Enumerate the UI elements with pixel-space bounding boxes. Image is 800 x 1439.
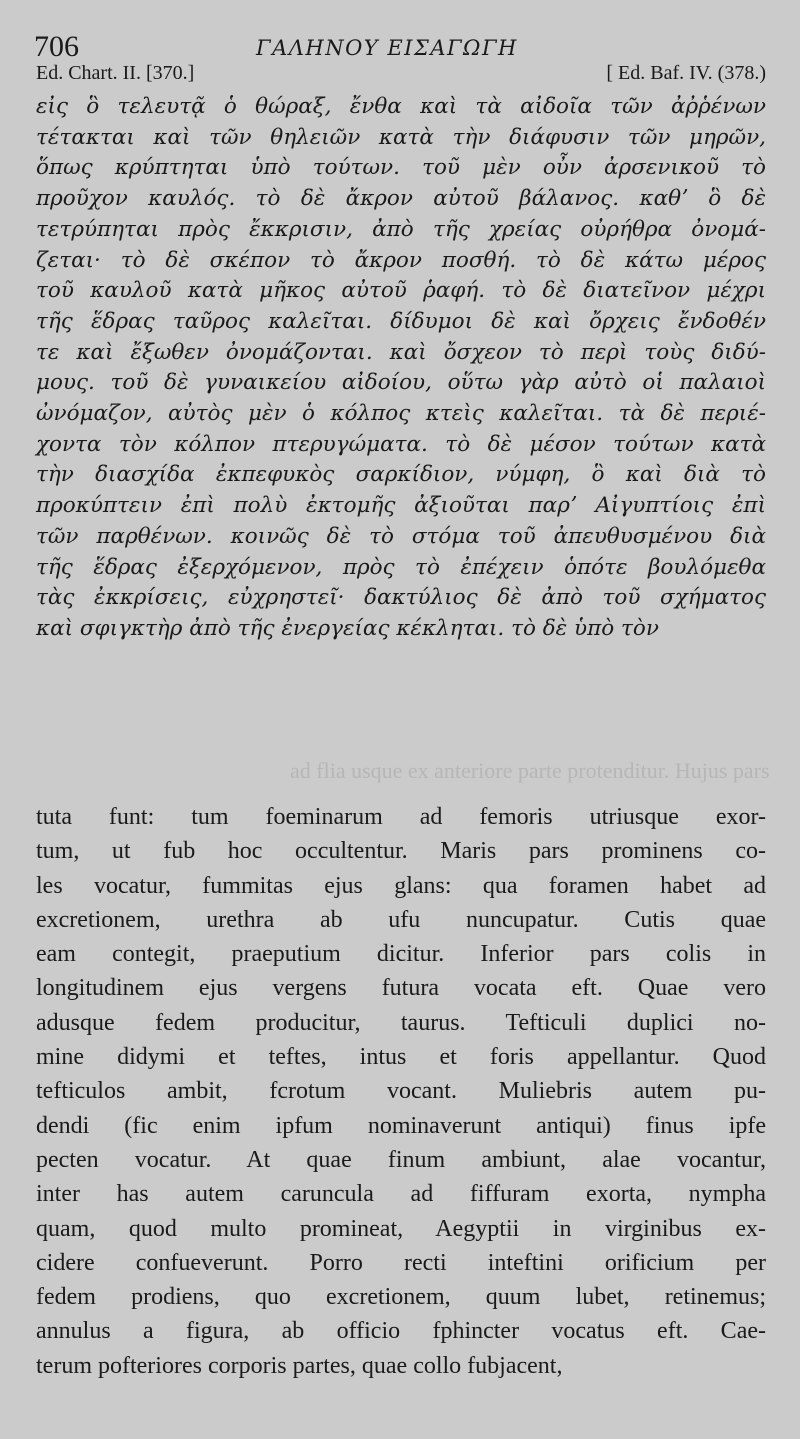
latin-text-line: excretionem, urethra ab ufu nuncupatur. Cutis quae: [36, 906, 766, 933]
greek-text-line: ὅπως κρύπτηται ὑπὸ τούτων. τοῦ μὲν οὖν ἀρσενικοῦ τὸ: [36, 155, 766, 181]
latin-text-line: annulus a figura, ab officio fphincter vocatus eft. Cae-: [36, 1318, 766, 1345]
latin-text-line: cidere confueverunt. Porro recti inteftini orificium per: [36, 1249, 766, 1276]
running-title: ΓΑΛΗΝΟΥ ΕΙΣΑΓΩΓΗ: [256, 36, 518, 60]
edition-references: [36, 62, 766, 88]
latin-text-line: tum, ut fub hoc occultentur. Maris pars prominens co-: [36, 838, 766, 865]
greek-text-line: τοῦ καυλοῦ κατὰ μῆκος αὐτοῦ ῥαφή. τὸ δὲ διατεῖνον μέχρι: [36, 278, 766, 304]
greek-text-line: καὶ σφιγκτὴρ ἀπὸ τῆς ἐνεργείας κέκληται. τὸ δὲ ὑπὸ τὸν: [36, 615, 659, 641]
latin-text-line: les vocatur, fummitas ejus glans: qua foramen habet ad: [36, 872, 766, 899]
greek-text-line: τῆς ἕδρας ταῦρος καλεῖται. δίδυμοι δὲ καὶ ὄρχεις ἔνδοθέν: [36, 308, 766, 334]
latin-text-line: dendi (fic enim ipfum nominaverunt antiqui) finus ipfe: [36, 1112, 766, 1139]
latin-text-line: longitudinem ejus vergens futura vocata eft. Quae vero: [36, 975, 766, 1002]
latin-text-line: tefticulos ambit, fcrotum vocant. Muliebris autem pu-: [36, 1078, 766, 1105]
latin-text-line: eam contegit, praeputium dicitur. Inferior pars colis in: [36, 941, 766, 968]
latin-text-line: pecten vocatur. At quae finum ambiunt, alae vocantur,: [36, 1146, 766, 1173]
latin-text-line: mine didymi et teftes, intus et foris appellantur. Quod: [36, 1044, 766, 1071]
greek-text-line: ζεται· τὸ δὲ σκέπον τὸ ἄκρον ποσθή. τὸ δὲ κάτω μέρος: [36, 247, 766, 273]
greek-text-line: μους. τοῦ δὲ γυναικείου αἰδοίου, οὕτω γὰρ αὐτὸ οἱ παλαιοὶ: [36, 370, 766, 396]
greek-text-line: τὴν διασχίδα ἐκπεφυκὸς σαρκίδιον, νύμφη, ὃ καὶ διὰ τὸ: [36, 462, 766, 488]
latin-text-line: adusque fedem producitur, taurus. Tefticuli duplici no-: [36, 1009, 766, 1036]
greek-text-line: τετρύπηται πρὸς ἔκκρισιν, ἀπὸ τῆς χρείας οὐρήθρα ὀνομά-: [36, 216, 766, 242]
greek-text-line: ὠνόμαζον, αὐτὸς μὲν ὁ κόλπος κτεὶς καλεῖται. τὰ δὲ περιέ-: [36, 401, 766, 427]
latin-text-block: [36, 800, 766, 1383]
edition-chart-reference: Ed. Chart. II. [370.]: [36, 62, 195, 84]
greek-text-line: προκύπτειν ἐπὶ πολὺ ἐκτομῆς ἀξιοῦται παρʼ Αἰγυπτίοις ἐπὶ: [36, 493, 766, 519]
latin-text-line: tuta funt: tum foeminarum ad femoris utriusque exor-: [36, 804, 766, 830]
bleed-through-text: ad flia usque ex anteriore parte protenditur. Hujus pars: [290, 758, 770, 783]
latin-text-line: inter has autem caruncula ad fiffuram exorta, nympha: [36, 1181, 766, 1208]
greek-text-line: τε καὶ ἔξωθεν ὀνομάζονται. καὶ ὄσχεον τὸ περὶ τοὺς διδύ-: [36, 339, 766, 365]
latin-text-line: terum pofteriores corporis partes, quae collo fubjacent,: [36, 1352, 563, 1379]
page-number: 706: [34, 30, 79, 63]
greek-text-line: τὰς ἐκκρίσεις, εὐχρηστεῖ· δακτύλιος δὲ ἀπὸ τοῦ σχήματος: [36, 585, 766, 611]
latin-text-line: quam, quod multo promineat, Aegyptii in virginibus ex-: [36, 1215, 766, 1242]
latin-text-line: fedem prodiens, quo excretionem, quum lubet, retinemus;: [36, 1284, 766, 1311]
greek-text-line: προῦχον καυλός. τὸ δὲ ἄκρον αὐτοῦ βάλανος. καθʼ ὃ δὲ: [36, 186, 766, 212]
greek-text-block: [36, 92, 766, 645]
greek-text-line: τῆς ἕδρας ἐξερχόμενον, πρὸς τὸ ἐπέχειν ὁπότε βουλόμεθα: [36, 554, 766, 580]
greek-text-line: χοντα τὸν κόλπον πτερυγώματα. τὸ δὲ μέσον τούτων κατὰ: [36, 431, 766, 457]
greek-text-line: τῶν παρθένων. κοινῶς δὲ τὸ στόμα τοῦ ἀπευθυσμένου διὰ: [36, 523, 766, 549]
greek-text-line: εἰς ὃ τελευτᾷ ὁ θώραξ, ἔνθα καὶ τὰ αἰδοῖα τῶν ἀῤῥένων: [36, 94, 766, 119]
edition-basel-reference: [ Ed. Baf. IV. (378.): [606, 62, 766, 84]
greek-text-line: τέτακται καὶ τῶν θηλειῶν κατὰ τὴν διάφυσιν τῶν μηρῶν,: [36, 124, 766, 150]
